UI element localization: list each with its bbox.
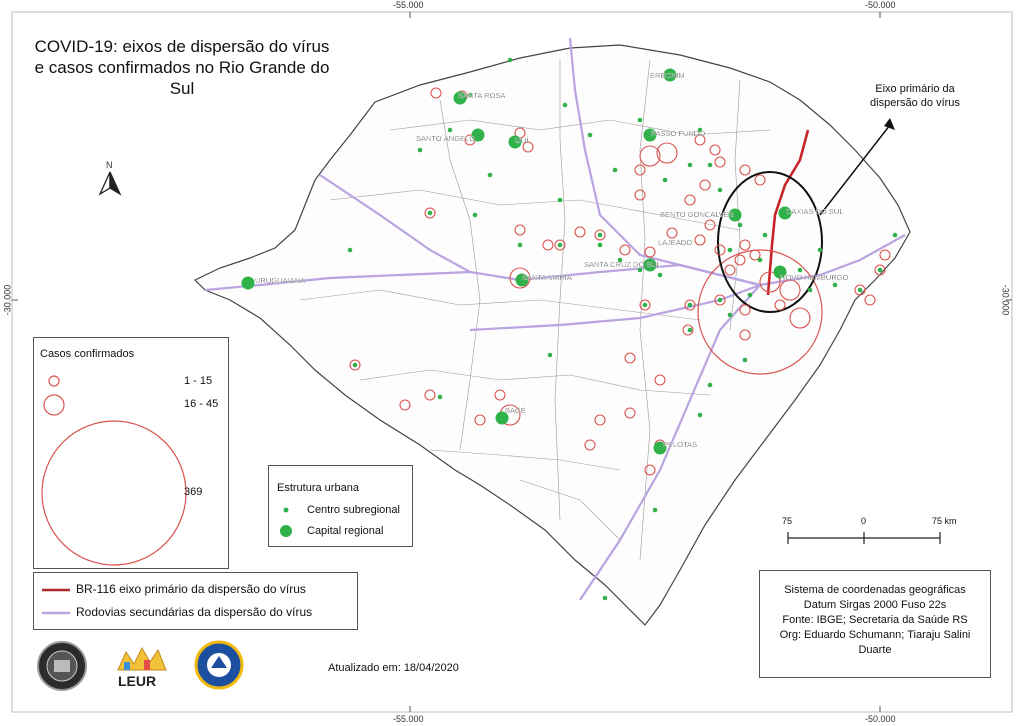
scalebar-label-left: 75 (782, 516, 793, 526)
case-circle (865, 295, 875, 305)
city-label: BENTO GONÇALVES (660, 210, 734, 219)
centro-subregional-marker (558, 243, 563, 248)
city-label: CAXIAS DO SUL (786, 207, 844, 216)
city-label: SANTA ROSA (458, 91, 506, 100)
scalebar (788, 532, 940, 544)
north-label: N (106, 160, 113, 170)
source-line: Duarte (858, 644, 892, 656)
centro-subregional-marker (808, 288, 813, 293)
centro-subregional-marker (708, 163, 713, 168)
annotation-arrowhead (884, 118, 895, 130)
centro-subregional-marker (718, 188, 723, 193)
centro-subregional-marker (588, 133, 593, 138)
centro-subregional-marker (858, 288, 863, 293)
city-label: SANTA CRUZ DO SUL (584, 260, 661, 269)
centro-subregional-marker (418, 148, 423, 153)
centro-subregional-marker (428, 211, 433, 216)
map-title-line: e casos confirmados no Rio Grande do (34, 58, 330, 77)
source-line: Org: Eduardo Schumann; Tiaraju Salini (779, 629, 971, 641)
cases-class-label-1: 1 - 15 (184, 375, 213, 387)
urban-item-label-2: Capital regional (307, 525, 384, 537)
legend-centro-subregional (284, 508, 289, 513)
centro-subregional-marker (663, 178, 668, 183)
roads-legend (33, 572, 358, 630)
centro-subregional-marker (748, 293, 753, 298)
cases-legend-symbols (34, 338, 228, 568)
centro-subregional-marker (638, 118, 643, 123)
cases-legend (33, 337, 229, 569)
cases-class-label-2: 16 - 45 (184, 398, 219, 410)
lat-label-right: -30.000 (1000, 284, 1011, 316)
centro-subregional-marker (563, 103, 568, 108)
urban-legend-title: Estrutura urbana (277, 482, 359, 494)
centro-subregional-marker (548, 353, 553, 358)
scalebar-label-right: 75 km (932, 516, 957, 526)
centro-subregional-marker (758, 258, 763, 263)
centro-subregional-marker (518, 243, 523, 248)
institute-seal-logo (194, 640, 244, 690)
legend-capital-regional (280, 525, 292, 537)
city-label: URUGUAIANA (255, 276, 306, 285)
centro-subregional-marker (833, 283, 838, 288)
centro-subregional-marker (438, 395, 443, 400)
centro-subregional-marker (473, 213, 478, 218)
university-seal-logo (36, 640, 88, 692)
centro-subregional-marker (688, 328, 693, 333)
centro-subregional-marker (653, 508, 658, 513)
city-label: NOVO HAMBURGO (780, 273, 849, 282)
cases-legend-title: Casos confirmados (40, 348, 135, 360)
legend-circle-small (49, 376, 59, 386)
source-line: Sistema de coordenadas geográficas (784, 584, 966, 596)
lon-label-top-1: -55.000 (393, 0, 424, 10)
centro-subregional-marker (878, 268, 883, 273)
centro-subregional-marker (508, 58, 513, 63)
city-label: PASSO FUNDO (651, 129, 706, 138)
centro-subregional-marker (348, 248, 353, 253)
centro-subregional-marker (743, 358, 748, 363)
centro-subregional-marker (488, 173, 493, 178)
source-line: Datum Sirgas 2000 Fuso 22s (803, 599, 947, 611)
city-label: ERECHIM (650, 71, 685, 80)
city-label: SANTA MARIA (522, 273, 572, 282)
leur-logo-text: LEUR (118, 673, 157, 689)
updated-date: Atualizado em: 18/04/2020 (328, 662, 459, 674)
city-label: IJUÍ (515, 136, 529, 145)
lat-label-left: -30.000 (2, 284, 13, 316)
centro-subregional-marker (728, 248, 733, 253)
roads-item-label-2: Rodovias secundárias da dispersão do vírus (76, 605, 313, 619)
annotation-label: Eixo primário da dispersão do vírus (870, 83, 960, 109)
city-label: BAGÉ (505, 406, 526, 415)
centro-subregional-marker (893, 233, 898, 238)
centro-subregional-marker (688, 303, 693, 308)
centro-subregional-marker (598, 243, 603, 248)
roads-item-label-1: BR-116 eixo primário da dispersão do vírus (76, 582, 306, 596)
centro-subregional-marker (688, 163, 693, 168)
centro-subregional-marker (558, 198, 563, 203)
centro-subregional-marker (798, 268, 803, 273)
source-line: Fonte: IBGE; Secretaria da Saúde RS (782, 614, 968, 626)
city-label: PELOTAS (663, 440, 698, 449)
centro-subregional-marker (643, 303, 648, 308)
urban-legend (268, 465, 413, 547)
centro-subregional-marker (763, 233, 768, 238)
legend-circle-medium (44, 395, 64, 415)
centro-subregional-marker (728, 313, 733, 318)
cases-class-label-3: 369 (184, 486, 203, 498)
lon-label-bottom-1: -55.000 (393, 714, 424, 724)
city-label: SANTO ÂNGELO (416, 134, 476, 143)
legend-circle-large (42, 421, 186, 565)
urban-item-label-1: Centro subregional (307, 504, 400, 516)
lon-label-bottom-2: -50.000 (865, 714, 896, 724)
centro-subregional-marker (698, 413, 703, 418)
map-title (22, 36, 342, 99)
centro-subregional-marker (603, 596, 608, 601)
centro-subregional-marker (448, 128, 453, 133)
map-title-line: Sul (169, 79, 195, 98)
north-arrow-icon (100, 172, 120, 194)
centro-subregional-marker (708, 383, 713, 388)
centro-subregional-marker (738, 223, 743, 228)
scalebar-label-zero: 0 (861, 516, 867, 526)
map-title-line: COVID-19: eixos de dispersão do vírus (34, 37, 330, 56)
centro-subregional-marker (353, 363, 358, 368)
centro-subregional-marker (718, 298, 723, 303)
capital-regional-marker (242, 277, 255, 290)
centro-subregional-marker (658, 273, 663, 278)
centro-subregional-marker (598, 233, 603, 238)
centro-subregional-marker (613, 168, 618, 173)
centro-subregional-marker (818, 248, 823, 253)
source-box (759, 570, 991, 678)
lon-label-top-2: -50.000 (865, 0, 896, 10)
city-label: LAJEADO (658, 238, 693, 247)
